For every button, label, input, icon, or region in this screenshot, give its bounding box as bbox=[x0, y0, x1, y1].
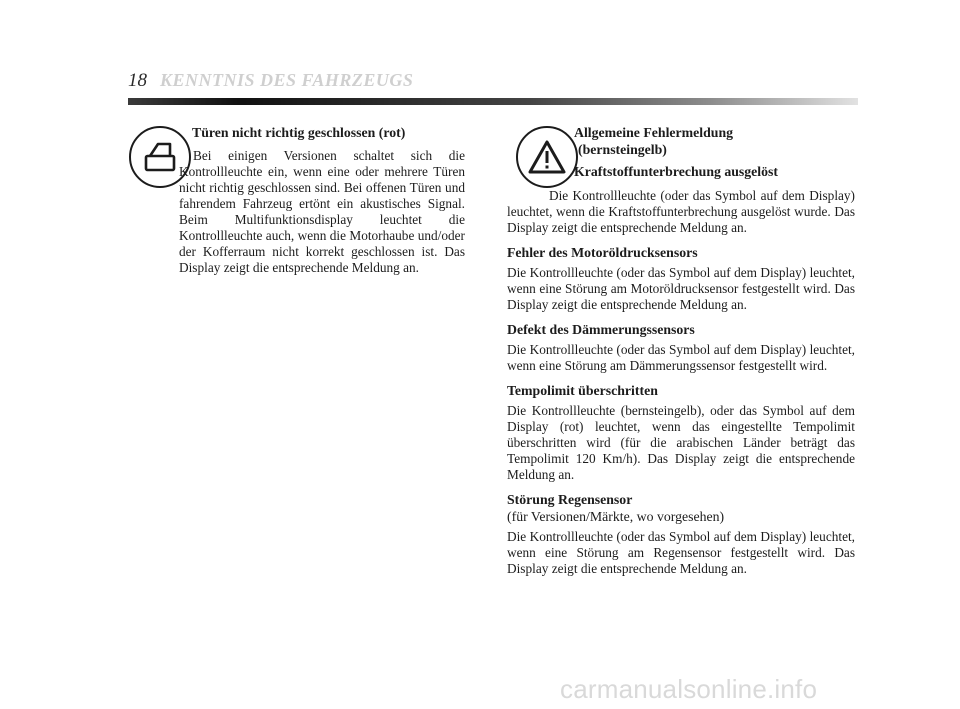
fuel-cutoff-title: Kraftstoffunterbrechung ausgelöst bbox=[574, 164, 779, 179]
warning-triangle-icon bbox=[516, 126, 578, 188]
door-warning-body: Bei einigen Versionen schaltet sich die Kontrollleuchte ein, wenn eine oder mehrere Türen nicht richtig geschlossen sind. Bei offenen Türen und fahrendem Fahrzeug ertönt ein akustisches Signal. Beim Multifunktionsdisplay leuchtet die Kontrollleuchte auch, wenn die Motorhaube und/oder der Kofferraum nicht korrekt geschlossen ist. Das Display zeigt die entsprechende Meldung an. bbox=[179, 148, 465, 275]
section-oil-pressure bbox=[507, 244, 855, 313]
section-title bbox=[507, 491, 855, 525]
section-dusk-sensor bbox=[507, 321, 855, 374]
running-title: KENNTNIS DES FAHRZEUGS bbox=[160, 70, 414, 90]
section-body: Die Kontrollleuchte (oder das Symbol auf dem Display) leuchtet, wenn eine Störung am Regensensor festgestellt wird. Das Display zeigt die entsprechende Meldung an. bbox=[507, 529, 855, 576]
general-error-title-line1: Allgemeine Fehlermeldung bbox=[574, 125, 734, 140]
page-number: 18 bbox=[128, 70, 147, 91]
general-error-title-line2: (bernsteingelb) bbox=[578, 142, 667, 157]
fuel-cutoff-body: Die Kontrollleuchte (oder das Symbol auf dem Display) leuchtet, wenn die Kraftstoffunterbrechung ausgelöst wurde. Das Display zeigt die entsprechende Meldung an. bbox=[507, 188, 855, 235]
header-rule bbox=[128, 98, 858, 105]
right-column bbox=[507, 124, 855, 577]
section-body: Die Kontrollleuchte (oder das Symbol auf dem Display) leuchtet, wenn eine Störung am Dämmerungssensor festgestellt wird. bbox=[507, 342, 855, 373]
section-title: Fehler des Motoröldrucksensors bbox=[507, 245, 698, 260]
door-warning-title: Türen nicht richtig geschlossen (rot) bbox=[192, 125, 406, 140]
left-column bbox=[117, 124, 465, 276]
section-body: Die Kontrollleuchte (bernsteingelb), oder das Symbol auf dem Display (rot) leuchtet, wenn das eingestellte Tempolimit überschritten wird (für die arabischen Länder beträgt das Tempolimit 120 Km/h). Das Display zeigt die entsprechende Meldung an. bbox=[507, 403, 855, 482]
section-title: Tempolimit überschritten bbox=[507, 383, 658, 398]
door-open-icon bbox=[129, 126, 191, 188]
watermark-text[interactable]: carmanualsonline.info bbox=[560, 674, 818, 704]
section-body: Die Kontrollleuchte (oder das Symbol auf dem Display) leuchtet, wenn eine Störung am Motoröldrucksensor festgestellt wird. Das Display zeigt die entsprechende Meldung an. bbox=[507, 265, 855, 312]
section-title: Defekt des Dämmerungssensors bbox=[507, 322, 695, 337]
section-rain-sensor bbox=[507, 491, 855, 577]
section-subtitle: (für Versionen/Märkte, wo vorgesehen) bbox=[507, 509, 725, 524]
section-speed-limit bbox=[507, 382, 855, 483]
section-title-main: Störung Regensensor bbox=[507, 492, 633, 507]
